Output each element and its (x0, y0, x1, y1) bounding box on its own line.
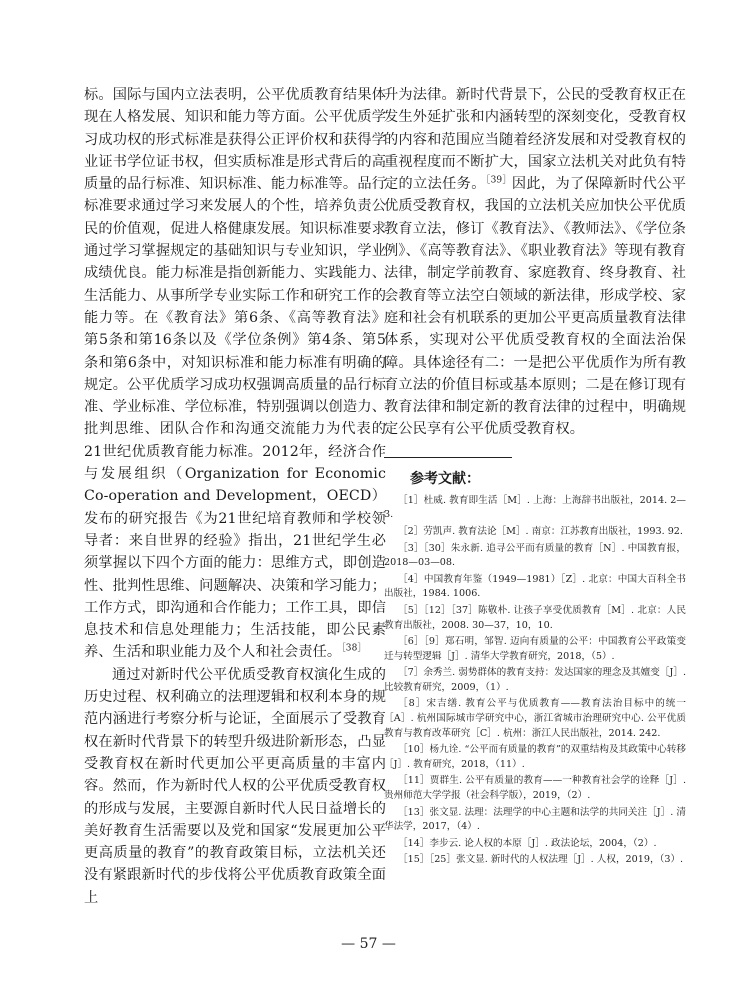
citation-mark: ［38］ (341, 643, 367, 654)
reference-item: ［10］杨九诠. “公平而有质量的教育”的双重结构及其政策中心转移［J］. 教育研究，2018，（11）. (384, 744, 686, 770)
reference-item: ［2］劳凯声. 教育法论［M］. 南京：江苏教育出版社，1993. 92. (398, 525, 683, 537)
body-paragraph-3 (384, 84, 686, 441)
references-heading: 参考文献： (410, 470, 480, 487)
reference-item: ［5］［12］［37］陈敬朴. 让孩子享受优质教育［M］. 北京：人民教育出版社，2008. 30—37，10，10. (384, 604, 686, 631)
reference-item: ［3］［30］朱永新. 追寻公平而有质量的教育［N］. 中国教育报，2018—03—08. (384, 542, 686, 569)
references-list (384, 494, 686, 868)
left-column (84, 84, 386, 909)
reference-item: ［6］［9］郑石明，邹智. 迈向有质量的公平：中国教育公平政策变迁与转型逻辑［J］. 清华大学教育研究，2018，（5）. (384, 636, 686, 662)
reference-item: ［13］张文显. 法理：法理学的中心主题和法学的共同关注［J］. 清华法学，2017，（4）. (384, 806, 686, 833)
references-divider (384, 457, 512, 458)
paragraph-text: 通过对新时代公平优质受教育权演化生成的历史过程、权利确立的法理逻辑和权利本身的规范内涵进行考察分析与论证，全面展示了受教育权在新时代背景下的转型升级进阶新形态，凸显受教育权在新时代更加公平更高质量的丰富内容。然而，作为新时代人权的公平优质受教育权的形成与发展，主要源自新时代人民日益增长的美好教育生活需要以及党和国家“发展更加公平更高质量的教育”的教育政策目标，立法机关还没有紧跟新时代的步伐将公平优质教育政策全面上 (84, 666, 386, 906)
right-column (384, 84, 686, 870)
paragraph-text: 标。国际与国内立法表明，公平优质教育结果体现在人格发展、知识和能力等方面。公平优质学习成功权的形式标准是获得公正评价权和获得学业证书学位证书权，但实质标准是形式背后的高质量的品行标准、知识标准、能力标准等。品行标准要求通过学习来发展人的个性，培养负责公民的价值观，促进人格健康发展。知识标准要求通过学习掌握规定的基础知识与专业知识，学业成绩优良。能力标准是指创新能力、实践能力、生活能力、从事所学专业实际工作和研究工作的能力等。在《教育法》第6条、《高等教育法》第5条和第16条以及《学位条例》第4条、第5条和第6条中，对知识标准和能力标准有明确的规定。公平优质学习成功权强调高质量的品行标准、学业标准、学位标准，特别强调以创造力、批判思维、团队合作和沟通交流能力为代表的21世纪优质教育能力标准。2012年，经济合作与发展组织（Organization for Economic Co-operation and Development，OECD）发布的研究报告《为21世纪培育教师和学校领导者：来自世界的经验》指出，21世纪学生必须掌握以下四个方面的能力：思维方式，即创造性、批判性思维、问题解决、决策和学习能力；工作方式，即沟通和合作能力；工作工具，即信息技术和信息处理能力；生活技能，即公民素养、生活和职业能力及个人和社会责任。 (84, 87, 386, 661)
body-paragraph-1 (84, 84, 386, 664)
paragraph-text: 因此，为了保障新时代公平优质受教育权，我国的立法机关应加快公平优质教育立法，修订《教育法》、《教师法》、《学位条例》、《高等教育法》、《职业教育法》等现有教育法律，制定学前教育、家庭教育、终身教育、社会教育等立法空白领域的新法律，形成学校、家庭和社会有机联系的更加公平更高质量教育法律体系，实现对公平优质受教育权的全面法治保障。具体途径有二：一是把公平优质作为所有教育立法的价值目标或基本原则；二是在修订现有教育法律和制定新的教育法律的过程中，明确规定公民享有公平优质受教育权。 (384, 176, 687, 438)
reference-item: ［1］杜威. 教育即生活［M］. 上海：上海辞书出版社，2014. 2—3. (384, 494, 686, 521)
reference-item: ［7］余秀兰. 弱势群体的教育支持：发达国家的理念及其嬗变［J］. 比较教育研究，2009，（1）. (384, 667, 686, 693)
page-number: — 57 — (341, 936, 396, 952)
citation-mark: ［39］ (485, 175, 512, 186)
paragraph-text: 升为法律。新时代背景下，公民的受教育权正在发生外延扩张和内涵转型的深刻变化，受教育权的内容和范围应当随着经济发展和对受教育权的重视程度而不断扩大，国家立法机关对此负有特定的立法任务。 (384, 87, 686, 193)
reference-item: ［4］中国教育年鉴（1949—1981）［Z］. 北京：中国大百科全书出版社，1984. 1006. (384, 573, 686, 600)
reference-item: ［11］贾群生. 公平有质量的教育——一种教育社会学的诠释［J］. 贵州师范大学学报（社会科学版），2019，（2）. (384, 775, 686, 802)
reference-item: ［8］宋吉缮. 教育公平与优质教育——教育法治目标中的统一［A］. 杭州国际城市学研究中心，浙江省城市治理研究中心. 公平优质教育与教育改革研究［C］. 杭州：浙江人民出版社，2014. 242. (384, 698, 686, 739)
reference-item: ［15］［25］张文显. 新时代的人权法理［J］. 人权，2019，（3）. (398, 854, 684, 866)
reference-item: ［14］李步云. 论人权的本原［J］. 政法论坛，2004，（2）. (398, 837, 657, 849)
body-paragraph-2 (84, 664, 386, 909)
